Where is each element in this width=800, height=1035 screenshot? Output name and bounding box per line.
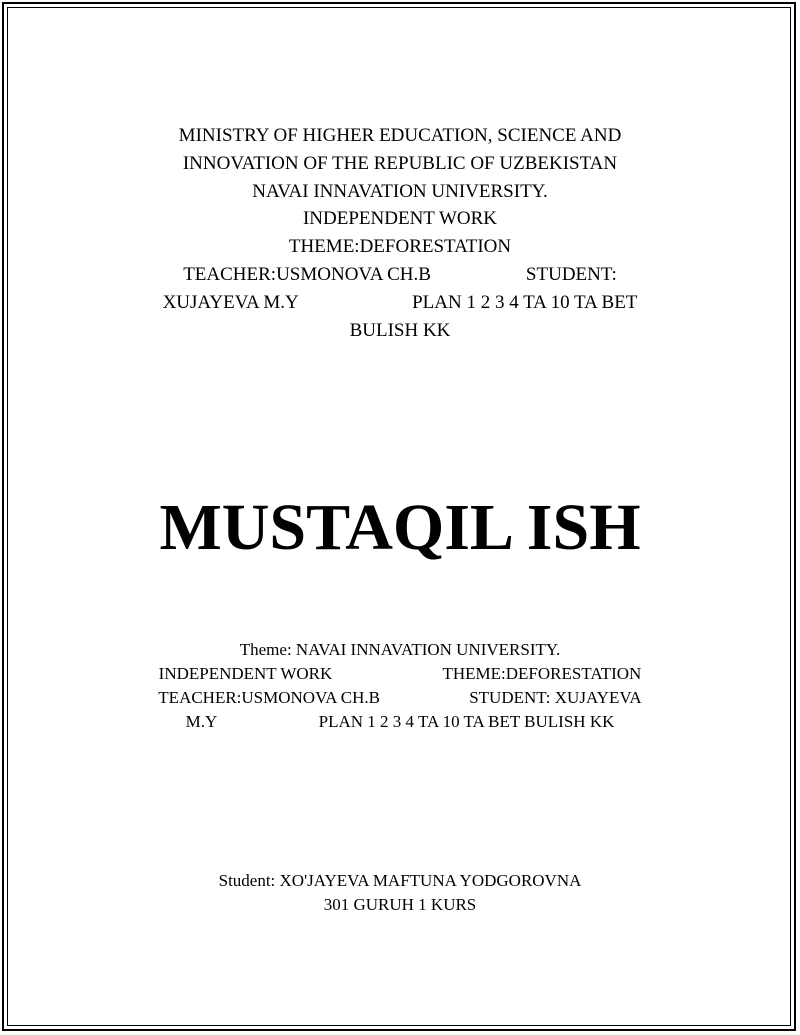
header-line: INNOVATION OF THE REPUBLIC OF UZBEKISTAN: [182, 152, 618, 174]
theme-line: INDEPENDENT WORK THEME:DEFORESTATION: [158, 664, 642, 683]
theme-line: TEACHER:USMONOVA CH.B STUDENT: XUJAYEVA: [158, 688, 642, 707]
student-block: [0, 869, 800, 917]
student-group: 301 GURUH 1 KURS: [323, 895, 477, 914]
theme-block: [0, 638, 800, 734]
student-name: Student: XO'JAYEVA MAFTUNA YODGOROVNA: [218, 871, 582, 890]
document-title: MUSTAQIL ISH: [159, 491, 641, 564]
header-line: BULISH KK: [349, 319, 451, 341]
theme-line: Theme: NAVAI INNAVATION UNIVERSITY.: [239, 640, 561, 659]
header-line: TEACHER:USMONOVA CH.B STUDENT:: [183, 263, 617, 285]
header-line: THEME:DEFORESTATION: [288, 236, 512, 258]
header-line: XUJAYEVA M.Y PLAN 1 2 3 4 TA 10 TA BET: [162, 291, 638, 313]
header-line: INDEPENDENT WORK: [302, 208, 498, 230]
header-block: [0, 122, 800, 344]
header-line: NAVAI INNAVATION UNIVERSITY.: [252, 180, 548, 202]
header-line: MINISTRY OF HIGHER EDUCATION, SCIENCE AND: [178, 125, 622, 146]
theme-line: M.Y PLAN 1 2 3 4 TA 10 TA BET BULISH KK: [185, 712, 615, 731]
